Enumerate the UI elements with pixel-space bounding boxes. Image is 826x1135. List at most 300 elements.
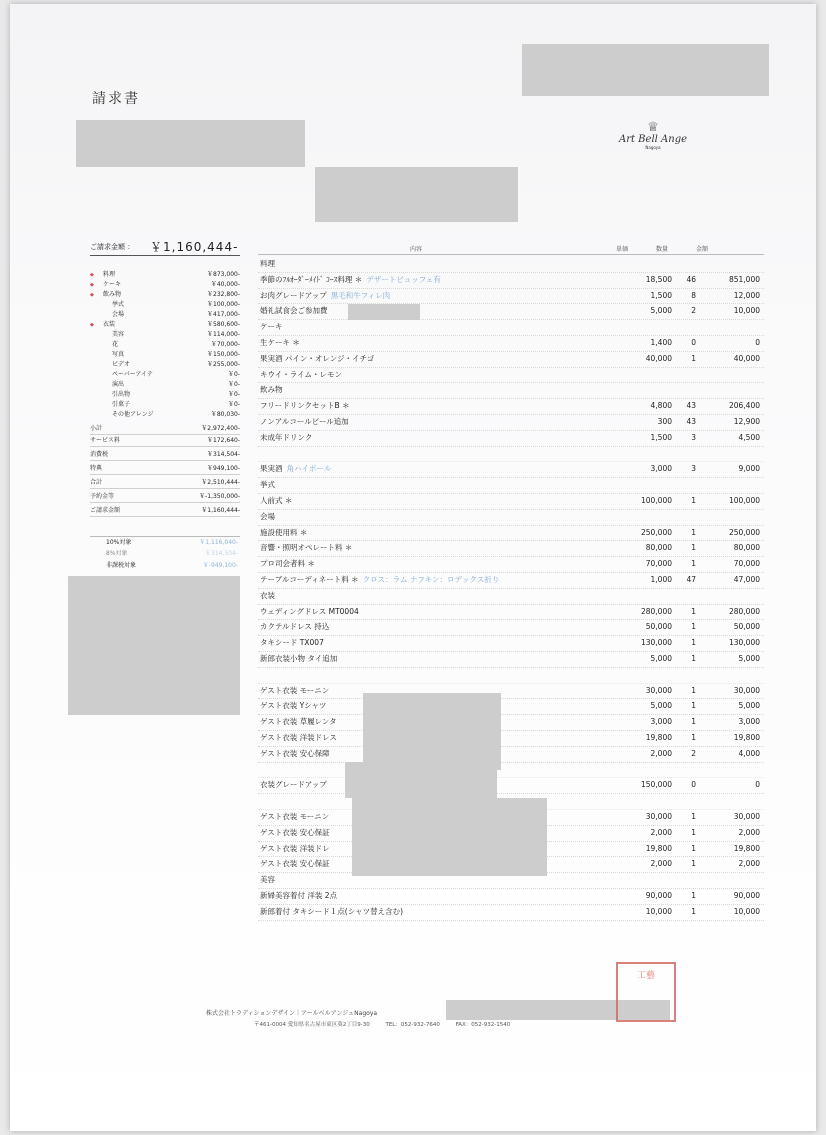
item-amount: 5,000 xyxy=(738,654,760,663)
item-qty: 1 xyxy=(691,733,696,742)
item-price: 19,800 xyxy=(645,733,672,742)
item-description xyxy=(260,272,441,288)
item-amount: 80,000 xyxy=(733,543,760,553)
redacted-block xyxy=(76,120,305,167)
item-price: 1,500 xyxy=(650,432,672,442)
redacted-block xyxy=(315,167,518,222)
item-amount: 12,000 xyxy=(733,290,760,300)
item-description xyxy=(260,746,334,762)
item-price: 130,000 xyxy=(640,638,672,648)
item-description xyxy=(260,382,287,398)
item-description xyxy=(260,809,333,825)
item-qty: 0 xyxy=(691,780,696,790)
summary-row xyxy=(90,410,240,420)
item-text: プロ司会者料 ＊ xyxy=(260,559,315,569)
summary-label: 写真 xyxy=(112,351,125,358)
total-amount: ￥1,160,444- xyxy=(150,240,239,254)
table-row xyxy=(258,493,764,510)
table-row xyxy=(258,556,764,573)
summary-value: ￥70,000- xyxy=(210,341,240,348)
summary-value: ￥949,100- xyxy=(207,465,240,472)
document-title: 請求書 xyxy=(92,91,140,107)
item-description xyxy=(260,667,264,683)
item-description xyxy=(260,762,264,778)
item-text: ゲスト衣装 洋装ドレス xyxy=(260,733,337,742)
item-price: 1,500 xyxy=(650,290,672,300)
item-description xyxy=(260,777,331,793)
table-row xyxy=(258,904,764,921)
item-text: ゲスト衣装 安心保証 xyxy=(260,859,330,869)
summary-row xyxy=(90,478,240,489)
item-price: 5,000 xyxy=(650,654,672,663)
summary-row xyxy=(90,380,240,390)
item-amount: 50,000 xyxy=(733,622,760,632)
item-description xyxy=(260,793,264,809)
item-text: 料理 xyxy=(260,259,275,268)
table-row xyxy=(258,509,764,526)
tax-row xyxy=(90,561,240,571)
item-price: 1,400 xyxy=(650,338,672,347)
item-qty: 1 xyxy=(691,906,696,916)
tax-label: 非課税対象 xyxy=(106,562,137,569)
item-qty: 1 xyxy=(691,353,696,363)
tax-label: 10%対象 xyxy=(106,539,132,546)
item-amount: 0 xyxy=(755,780,760,790)
table-row xyxy=(258,619,764,636)
table-row xyxy=(258,588,764,605)
item-description xyxy=(260,461,331,477)
summary-value: ￥232,800- xyxy=(207,291,240,298)
item-price: 5,000 xyxy=(650,306,672,316)
summary-row xyxy=(90,400,240,410)
item-amount: 70,000 xyxy=(733,559,760,569)
summary-label: その他アレンジ xyxy=(112,411,154,418)
redacted-block xyxy=(363,693,501,770)
table-row xyxy=(258,572,764,589)
item-note: デザートビュッフェ有 xyxy=(366,274,441,284)
table-row xyxy=(258,651,764,668)
summary-row xyxy=(90,370,240,380)
summary-value: ￥100,000- xyxy=(207,301,240,308)
header-qty: 数量 xyxy=(656,246,669,253)
item-qty: 1 xyxy=(691,622,696,632)
tax-value: ￥314,504- xyxy=(205,550,238,557)
item-qty: 1 xyxy=(691,685,696,695)
summary-label: 挙式 xyxy=(112,301,125,308)
item-price: 40,000 xyxy=(645,353,672,363)
item-text: ゲスト衣装 Yシャツ xyxy=(260,701,327,711)
item-text: ゲスト衣装 洋装ドレ xyxy=(260,843,330,853)
item-amount: 206,400 xyxy=(728,401,760,411)
item-text: キウイ・ライム・レモン xyxy=(260,369,343,379)
table-row xyxy=(258,398,764,415)
summary-row xyxy=(90,464,240,475)
item-amount: 280,000 xyxy=(728,606,760,616)
summary-label: 特典 xyxy=(90,465,103,472)
item-description xyxy=(260,256,279,272)
summary-value: ￥80,030- xyxy=(210,411,240,418)
summary-value: ￥0- xyxy=(228,401,240,408)
item-description xyxy=(260,398,354,414)
bullet-icon: ◆ xyxy=(90,292,94,298)
item-price: 4,800 xyxy=(650,401,672,411)
item-qty: 1 xyxy=(691,527,696,537)
item-amount: 19,800 xyxy=(733,733,760,742)
item-text: 衣装 xyxy=(260,590,275,600)
item-price: 90,000 xyxy=(645,891,672,900)
logo-name: Art Bell Ange xyxy=(618,134,688,145)
item-description xyxy=(260,367,346,383)
table-row xyxy=(258,272,764,289)
item-amount: 4,500 xyxy=(738,432,760,442)
item-description xyxy=(260,872,279,888)
item-text: 人前式 ＊ xyxy=(260,496,293,505)
summary-value: ￥417,000- xyxy=(207,311,240,318)
item-note: 角ハイボール xyxy=(286,464,332,474)
table-row xyxy=(258,604,764,621)
footer-fax: FAX：052-932-1540 xyxy=(455,1022,511,1028)
table-row xyxy=(258,461,764,478)
item-text: 果実酒 パイン・オレンジ・イチゴ xyxy=(260,353,375,363)
total-label: ご請求金額 ： xyxy=(90,243,135,251)
table-row xyxy=(258,414,764,431)
item-text: テーブルコーディネート料 ＊ xyxy=(260,575,359,584)
summary-value: ￥873,000- xyxy=(207,271,240,278)
item-price: 50,000 xyxy=(645,622,672,632)
summary-value: ￥172,640- xyxy=(207,437,240,444)
item-amount: 19,800 xyxy=(733,843,760,853)
item-amount: 2,000 xyxy=(738,827,760,837)
tax-value: ￥1,116,040- xyxy=(199,539,238,546)
footer-tel: TEL：052-932-7640 xyxy=(385,1022,440,1028)
summary-value: ￥0- xyxy=(228,381,240,388)
item-description xyxy=(260,698,331,714)
item-description xyxy=(260,651,341,667)
company-logo xyxy=(608,122,698,150)
item-qty: 1 xyxy=(691,859,696,869)
item-qty: 1 xyxy=(691,812,696,821)
item-text: 未成年ドリンク xyxy=(260,432,313,442)
table-row xyxy=(258,382,764,399)
bullet-icon: ◆ xyxy=(90,272,94,278)
item-price: 80,000 xyxy=(645,543,672,553)
item-text: 飲み物 xyxy=(260,385,283,395)
item-qty: 8 xyxy=(691,290,696,300)
item-description xyxy=(260,430,316,446)
item-description xyxy=(260,540,356,556)
item-price: 2,000 xyxy=(650,827,672,837)
item-qty: 2 xyxy=(691,306,696,316)
item-note: 黒毛和牛フィレ肉 xyxy=(330,290,391,300)
item-qty: 2 xyxy=(691,748,696,758)
item-text: 新婦美容着付 洋装 2点 xyxy=(260,891,338,900)
item-description xyxy=(260,730,341,746)
table-row xyxy=(258,635,764,652)
summary-value: ￥0- xyxy=(228,371,240,378)
item-text: ゲスト衣装 モーニン xyxy=(260,685,330,695)
item-qty: 0 xyxy=(691,338,696,347)
item-qty: 1 xyxy=(691,559,696,569)
summary-label: 美容 xyxy=(112,331,125,338)
item-text: 音響・照明オペレート料 ＊ xyxy=(260,543,353,553)
summary-label: 引出物 xyxy=(112,391,131,398)
item-description xyxy=(260,604,363,620)
item-qty: 1 xyxy=(691,654,696,663)
summary-value: ￥2,510,444- xyxy=(201,479,240,486)
table-row xyxy=(258,746,764,763)
table-row xyxy=(258,525,764,542)
item-amount: 47,000 xyxy=(733,575,760,584)
summary-value: ￥114,000- xyxy=(207,331,240,338)
summary-label: 合計 xyxy=(90,479,103,486)
item-amount: 9,000 xyxy=(738,464,760,474)
logo-city: Nagoya xyxy=(645,145,661,150)
item-qty: 1 xyxy=(691,891,696,900)
item-description xyxy=(260,446,264,462)
item-description xyxy=(260,493,296,509)
company-seal-stamp: 工藝 xyxy=(616,962,676,1022)
item-description xyxy=(260,335,304,351)
summary-label: 小計 xyxy=(90,425,103,432)
item-amount: 100,000 xyxy=(728,496,760,505)
item-qty: 1 xyxy=(691,543,696,553)
item-description xyxy=(260,303,332,319)
item-qty: 1 xyxy=(691,496,696,505)
item-note: クロス：ラム ナフキン：ロデックス折り xyxy=(362,575,500,584)
table-row xyxy=(258,698,764,715)
summary-value: ￥580,600- xyxy=(207,321,240,328)
footer-address: 〒461-0004 愛知県名古屋市東区葵2丁目9-30 xyxy=(254,1022,370,1028)
summary-row xyxy=(90,424,240,435)
crown-icon: ♕ xyxy=(647,120,659,135)
item-description xyxy=(260,288,390,304)
item-description xyxy=(260,714,341,730)
item-description xyxy=(260,525,311,541)
item-text: お肉グレードアップ xyxy=(260,290,327,300)
item-text: 新郎衣装小物 タイ追加 xyxy=(260,654,338,663)
summary-label: 衣装 xyxy=(103,321,116,328)
item-text: 衣装グレードアップ xyxy=(260,780,327,790)
item-qty: 1 xyxy=(691,843,696,853)
summary-row xyxy=(90,492,240,503)
table-row xyxy=(258,777,764,794)
summary-label: ペーパーアイテ xyxy=(112,371,153,378)
item-description xyxy=(260,683,333,699)
summary-row xyxy=(90,320,240,330)
item-amount: 3,000 xyxy=(738,717,760,727)
item-amount: 90,000 xyxy=(733,891,760,900)
item-text: 挙式 xyxy=(260,480,275,490)
footer-company: 株式会社トラディションデザイン｜アールベルアンジェNagoya xyxy=(206,1010,378,1017)
item-text: ゲスト衣装 草履レンタ xyxy=(260,717,337,727)
item-qty: 3 xyxy=(691,432,696,442)
summary-label: 花 xyxy=(112,341,119,348)
item-text: 新郎着付 タキシード１点(シャツ替え含む) xyxy=(260,906,404,916)
item-price: 3,000 xyxy=(650,464,672,474)
item-price: 150,000 xyxy=(640,780,672,790)
header-price: 単価 xyxy=(616,246,629,253)
item-description xyxy=(260,841,334,857)
summary-value: ￥314,504- xyxy=(207,451,240,458)
tax-value: ￥-949,100- xyxy=(202,562,238,569)
summary-value: ￥1,160,444- xyxy=(201,507,240,514)
item-text: フリードリンクセットB ＊ xyxy=(260,401,350,411)
item-amount: 851,000 xyxy=(728,274,760,284)
summary-label: サービス料 xyxy=(90,437,121,444)
item-amount: 0 xyxy=(755,338,760,347)
item-amount: 12,900 xyxy=(733,417,760,426)
item-description xyxy=(260,825,334,841)
item-price: 100,000 xyxy=(640,496,672,505)
item-amount: 10,000 xyxy=(733,906,760,916)
item-qty: 1 xyxy=(691,606,696,616)
item-amount: 130,000 xyxy=(728,638,760,648)
summary-value: ￥2,972,400- xyxy=(201,425,240,432)
item-description xyxy=(260,319,287,335)
item-qty: 43 xyxy=(686,401,696,411)
item-description xyxy=(260,509,279,525)
invoice-sheet xyxy=(10,4,816,1131)
summary-row xyxy=(90,310,240,320)
summary-row xyxy=(90,436,240,447)
redacted-block xyxy=(352,798,547,876)
item-amount: 2,000 xyxy=(738,859,760,869)
summary-label: ビデオ xyxy=(112,361,130,368)
item-description xyxy=(260,856,334,872)
item-text: カクテルドレス 持込 xyxy=(260,622,330,632)
table-row xyxy=(258,714,764,731)
item-price: 280,000 xyxy=(640,606,672,616)
summary-label: 会場 xyxy=(112,311,125,318)
summary-value: ￥-1,350,000- xyxy=(199,493,240,500)
table-row xyxy=(258,303,764,320)
table-row xyxy=(258,667,764,684)
table-row xyxy=(258,477,764,494)
item-amount: 250,000 xyxy=(728,527,760,537)
tax-row xyxy=(90,549,240,559)
summary-row xyxy=(90,300,240,310)
item-description xyxy=(260,619,333,635)
item-text: ケーキ xyxy=(260,322,283,332)
item-description xyxy=(260,351,378,367)
item-description xyxy=(260,414,353,430)
table-row xyxy=(258,730,764,747)
table-row xyxy=(258,319,764,336)
item-description xyxy=(260,635,328,651)
table-row xyxy=(258,430,764,447)
item-text: ゲスト衣装 安心保証 xyxy=(260,827,330,837)
item-amount: 4,000 xyxy=(738,748,760,758)
item-text: タキシード TX007 xyxy=(260,638,324,648)
summary-value: ￥40,000- xyxy=(210,281,240,288)
redacted-block xyxy=(68,576,240,715)
header-amount: 金額 xyxy=(696,246,709,253)
summary-row xyxy=(90,350,240,360)
item-amount: 30,000 xyxy=(733,812,760,821)
summary-label: 引菓子 xyxy=(112,401,131,408)
summary-label: 消費税 xyxy=(90,451,109,458)
tax-label: 8%対象 xyxy=(106,550,128,557)
item-price: 30,000 xyxy=(645,812,672,821)
item-qty: 1 xyxy=(691,701,696,711)
item-text: 生ケーキ ＊ xyxy=(260,338,300,347)
table-row xyxy=(258,351,764,368)
table-row xyxy=(258,888,764,905)
item-description xyxy=(260,477,279,493)
item-price: 19,800 xyxy=(645,843,672,853)
item-text: 季節のﾌﾙｵｰﾀﾞｰﾒｲﾄﾞ ｺｰｽ料理 ＊ xyxy=(260,274,363,284)
summary-row xyxy=(90,290,240,300)
summary-row xyxy=(90,280,240,290)
item-qty: 1 xyxy=(691,638,696,648)
bullet-icon: ◆ xyxy=(90,322,94,328)
summary-label: 料理 xyxy=(103,271,116,278)
item-amount: 10,000 xyxy=(733,306,760,316)
table-row xyxy=(258,762,764,779)
summary-row xyxy=(90,330,240,340)
item-price: 10,000 xyxy=(645,906,672,916)
summary-label: 予約金等 xyxy=(90,493,115,500)
item-description xyxy=(260,588,279,604)
item-qty: 3 xyxy=(691,464,696,474)
item-qty: 43 xyxy=(686,417,696,426)
item-text: ノンアルコールビール追加 xyxy=(260,417,349,426)
summary-label: ご請求金額 xyxy=(90,507,121,514)
redacted-block xyxy=(348,304,420,320)
item-price: 1,000 xyxy=(650,575,672,584)
item-price: 2,000 xyxy=(650,859,672,869)
item-price: 3,000 xyxy=(650,717,672,727)
summary-value: ￥255,000- xyxy=(207,361,240,368)
item-qty: 46 xyxy=(686,274,696,284)
item-description xyxy=(260,888,341,904)
summary-row xyxy=(90,450,240,461)
table-row xyxy=(258,335,764,352)
item-text: 果実酒 xyxy=(260,464,283,474)
item-price: 300 xyxy=(657,417,672,426)
item-text: ゲスト衣装 安心保障 xyxy=(260,748,330,758)
item-price: 5,000 xyxy=(650,701,672,711)
item-description xyxy=(260,572,499,588)
redacted-block xyxy=(345,762,497,798)
item-text: 美容 xyxy=(260,875,275,885)
item-price: 70,000 xyxy=(645,559,672,569)
item-description xyxy=(260,556,319,572)
item-price: 18,500 xyxy=(645,274,672,284)
item-text: 会場 xyxy=(260,511,275,521)
summary-row xyxy=(90,360,240,370)
summary-value: ￥0- xyxy=(228,391,240,398)
bullet-icon: ◆ xyxy=(90,282,94,288)
redacted-block xyxy=(522,44,769,96)
summary-value: ￥150,000- xyxy=(207,351,240,358)
table-row xyxy=(258,540,764,557)
item-price: 2,000 xyxy=(650,748,672,758)
summary-row xyxy=(90,390,240,400)
item-text: ウェディングドレス MT0004 xyxy=(260,606,359,616)
item-price: 250,000 xyxy=(640,527,672,537)
item-price: 30,000 xyxy=(645,685,672,695)
item-text: 婚礼試食会ご参加費 xyxy=(260,306,328,316)
summary-row xyxy=(90,506,240,517)
item-text: ゲスト衣装 モーニン xyxy=(260,812,330,821)
item-qty: 1 xyxy=(691,827,696,837)
table-row xyxy=(258,367,764,384)
table-row xyxy=(258,683,764,700)
header-desc: 内容 xyxy=(410,246,423,253)
table-row xyxy=(258,446,764,463)
item-qty: 1 xyxy=(691,717,696,727)
